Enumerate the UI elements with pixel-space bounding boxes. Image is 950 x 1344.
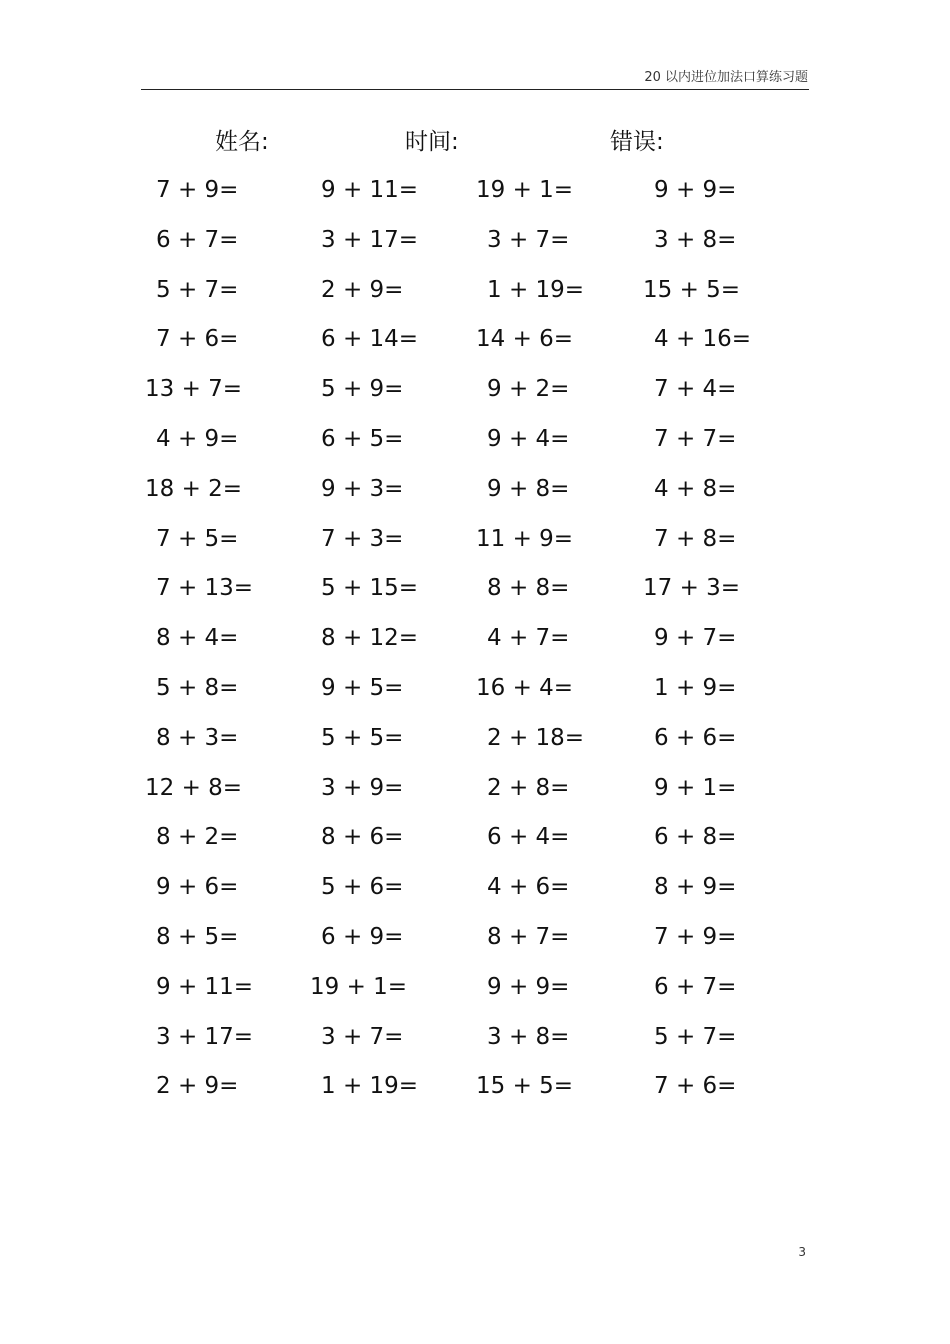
problem-item: 8 + 12= (321, 625, 419, 651)
problem-item: 1 + 19= (487, 277, 585, 303)
problem-item: 9 + 3= (321, 476, 404, 502)
problem-item: 3 + 9= (321, 775, 404, 801)
problem-item: 3 + 7= (321, 1024, 404, 1050)
problem-item: 8 + 7= (487, 924, 570, 950)
problem-item: 9 + 2= (487, 376, 570, 402)
problem-item: 2 + 8= (487, 775, 570, 801)
problem-item: 5 + 7= (654, 1024, 737, 1050)
problem-item: 3 + 8= (487, 1024, 570, 1050)
problem-item: 5 + 9= (321, 376, 404, 402)
problem-item: 9 + 6= (156, 874, 239, 900)
problem-item: 7 + 13= (156, 575, 254, 601)
problem-item: 2 + 9= (321, 277, 404, 303)
problem-item: 14 + 6= (476, 326, 574, 352)
problem-item: 3 + 7= (487, 227, 570, 253)
problem-item: 7 + 8= (654, 526, 737, 552)
name-label: 姓名: (215, 129, 269, 155)
problem-item: 9 + 11= (321, 177, 419, 203)
problem-item: 3 + 17= (321, 227, 419, 253)
problem-item: 6 + 6= (654, 725, 737, 751)
problem-item: 9 + 7= (654, 625, 737, 651)
problem-item: 7 + 6= (654, 1073, 737, 1099)
problem-item: 8 + 3= (156, 725, 239, 751)
problem-item: 8 + 9= (654, 874, 737, 900)
time-label: 时间: (405, 129, 459, 155)
problem-item: 15 + 5= (643, 277, 741, 303)
problem-item: 9 + 5= (321, 675, 404, 701)
problem-item: 11 + 9= (476, 526, 574, 552)
problem-item: 7 + 3= (321, 526, 404, 552)
problem-item: 6 + 7= (156, 227, 239, 253)
problem-item: 3 + 8= (654, 227, 737, 253)
problem-item: 16 + 4= (476, 675, 574, 701)
problem-item: 8 + 2= (156, 824, 239, 850)
problem-item: 5 + 7= (156, 277, 239, 303)
problem-item: 4 + 16= (654, 326, 752, 352)
problem-item: 6 + 14= (321, 326, 419, 352)
problem-item: 3 + 17= (156, 1024, 254, 1050)
problem-item: 19 + 1= (476, 177, 574, 203)
problem-item: 9 + 4= (487, 426, 570, 452)
problem-item: 8 + 5= (156, 924, 239, 950)
problem-item: 15 + 5= (476, 1073, 574, 1099)
errors-label: 错误: (610, 129, 664, 155)
problem-item: 7 + 4= (654, 376, 737, 402)
problem-item: 7 + 5= (156, 526, 239, 552)
problem-item: 7 + 9= (654, 924, 737, 950)
problem-item: 2 + 18= (487, 725, 585, 751)
problem-item: 6 + 8= (654, 824, 737, 850)
problem-item: 12 + 8= (145, 775, 243, 801)
problem-item: 5 + 8= (156, 675, 239, 701)
problem-item: 18 + 2= (145, 476, 243, 502)
problem-item: 1 + 9= (654, 675, 737, 701)
problem-item: 4 + 7= (487, 625, 570, 651)
problem-item: 5 + 5= (321, 725, 404, 751)
problem-item: 17 + 3= (643, 575, 741, 601)
problem-item: 4 + 9= (156, 426, 239, 452)
problem-item: 19 + 1= (310, 974, 408, 1000)
problem-item: 2 + 9= (156, 1073, 239, 1099)
problem-item: 13 + 7= (145, 376, 243, 402)
problem-item: 4 + 6= (487, 874, 570, 900)
problem-item: 9 + 1= (654, 775, 737, 801)
problem-item: 4 + 8= (654, 476, 737, 502)
problem-item: 6 + 9= (321, 924, 404, 950)
problem-item: 7 + 6= (156, 326, 239, 352)
problem-item: 8 + 6= (321, 824, 404, 850)
problem-item: 5 + 15= (321, 575, 419, 601)
problem-item: 8 + 8= (487, 575, 570, 601)
problem-item: 7 + 7= (654, 426, 737, 452)
problem-item: 9 + 11= (156, 974, 254, 1000)
problem-item: 5 + 6= (321, 874, 404, 900)
page-number: 3 (798, 1245, 806, 1259)
page-header-title: 20 以内进位加法口算练习题 (644, 70, 808, 85)
problem-item: 6 + 7= (654, 974, 737, 1000)
problem-item: 6 + 4= (487, 824, 570, 850)
problem-item: 1 + 19= (321, 1073, 419, 1099)
problem-item: 9 + 9= (487, 974, 570, 1000)
problem-item: 6 + 5= (321, 426, 404, 452)
problem-item: 9 + 9= (654, 177, 737, 203)
problem-item: 9 + 8= (487, 476, 570, 502)
problem-item: 7 + 9= (156, 177, 239, 203)
problem-item: 8 + 4= (156, 625, 239, 651)
